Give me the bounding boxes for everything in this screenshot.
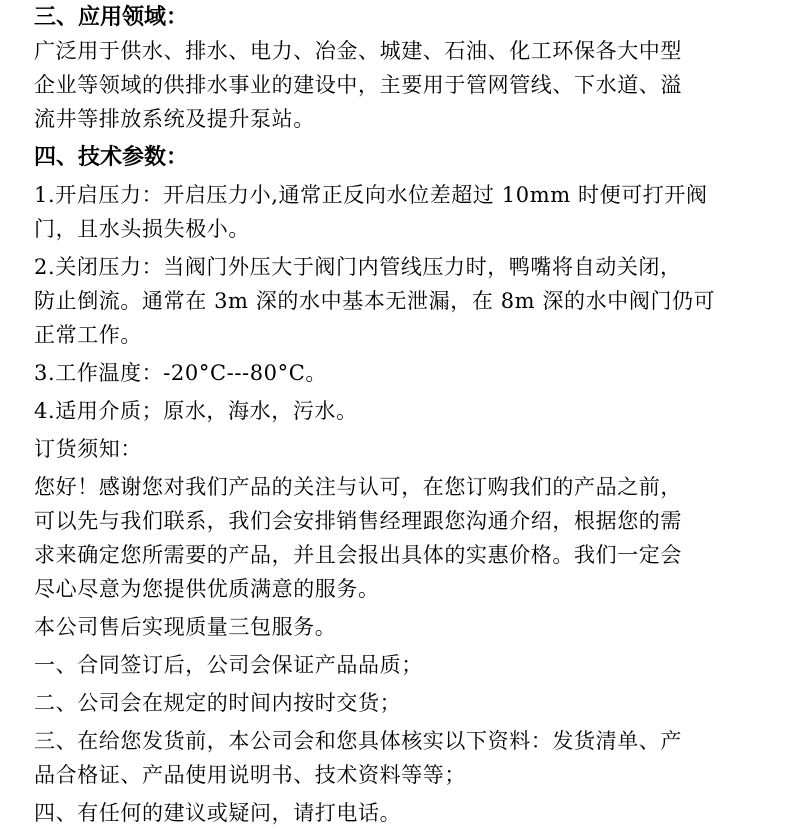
paragraph-line: 四、有任何的建议或疑问，请打电话。 — [34, 801, 402, 825]
paragraph-line: 一、合同签订后，公司会保证产品品质； — [34, 653, 423, 677]
paragraph-line: 尽心尽意为您提供优质满意的服务。 — [34, 577, 380, 601]
param-opening-pressure — [34, 178, 754, 246]
service-title — [34, 610, 754, 644]
paragraph-line: 门，且水头损失极小。 — [34, 217, 250, 241]
paragraph-line: 本公司售后实现质量三包服务。 — [34, 615, 337, 639]
paragraph-line: 流井等排放系统及提升泵站。 — [34, 107, 315, 131]
section-heading-applications: 三、应用领域： — [34, 4, 189, 30]
paragraph-line: 您好！感谢您对我们产品的关注与认可，在您订购我们的产品之前， — [34, 475, 682, 499]
paragraph-line: 3.工作温度：-20°C---80°C。 — [34, 361, 327, 385]
service-item-3 — [34, 724, 754, 792]
paragraph-line: 品合格证、产品使用说明书、技术资料等等； — [34, 763, 466, 787]
paragraph-line: 企业等领域的供排水事业的建设中，主要用于管网管线、下水道、溢 — [34, 73, 682, 97]
service-item-2 — [34, 686, 754, 720]
paragraph-line: 二、公司会在规定的时间内按时交货； — [34, 691, 402, 715]
paragraph-line: 1.开启压力：开启压力小,通常正反向水位差超过 10mm 时便可打开阀 — [34, 183, 708, 207]
paragraph-line: 广泛用于供水、排水、电力、冶金、城建、石油、化工环保各大中型 — [34, 39, 682, 63]
applications-paragraph — [34, 34, 754, 136]
paragraph-line: 正常工作。 — [34, 323, 142, 347]
paragraph-line: 订货须知： — [34, 437, 142, 461]
paragraph-line: 防止倒流。通常在 3m 深的水中基本无泄漏，在 8m 深的水中阀门仍可 — [34, 289, 716, 313]
param-closing-pressure — [34, 250, 754, 352]
service-item-1 — [34, 648, 754, 682]
document-body — [34, 0, 754, 830]
paragraph-line: 可以先与我们联系，我们会安排销售经理跟您沟通介绍，根据您的需 — [34, 509, 682, 533]
paragraph-line: 2.关闭压力：当阀门外压大于阀门内管线压力时，鸭嘴将自动关闭， — [34, 255, 682, 279]
section-heading-tech-params: 四、技术参数： — [34, 144, 189, 170]
paragraph-line: 三、在给您发货前，本公司会和您具体核实以下资料：发货清单、产 — [34, 729, 682, 753]
order-notice-title — [34, 432, 754, 466]
param-working-temperature — [34, 356, 754, 390]
paragraph-line: 4.适用介质；原水，海水，污水。 — [34, 399, 358, 423]
paragraph-line: 求来确定您所需要的产品，并且会报出具体的实惠价格。我们一定会 — [34, 543, 682, 567]
order-intro-paragraph — [34, 470, 754, 606]
service-item-4 — [34, 796, 754, 830]
param-applicable-media — [34, 394, 754, 428]
